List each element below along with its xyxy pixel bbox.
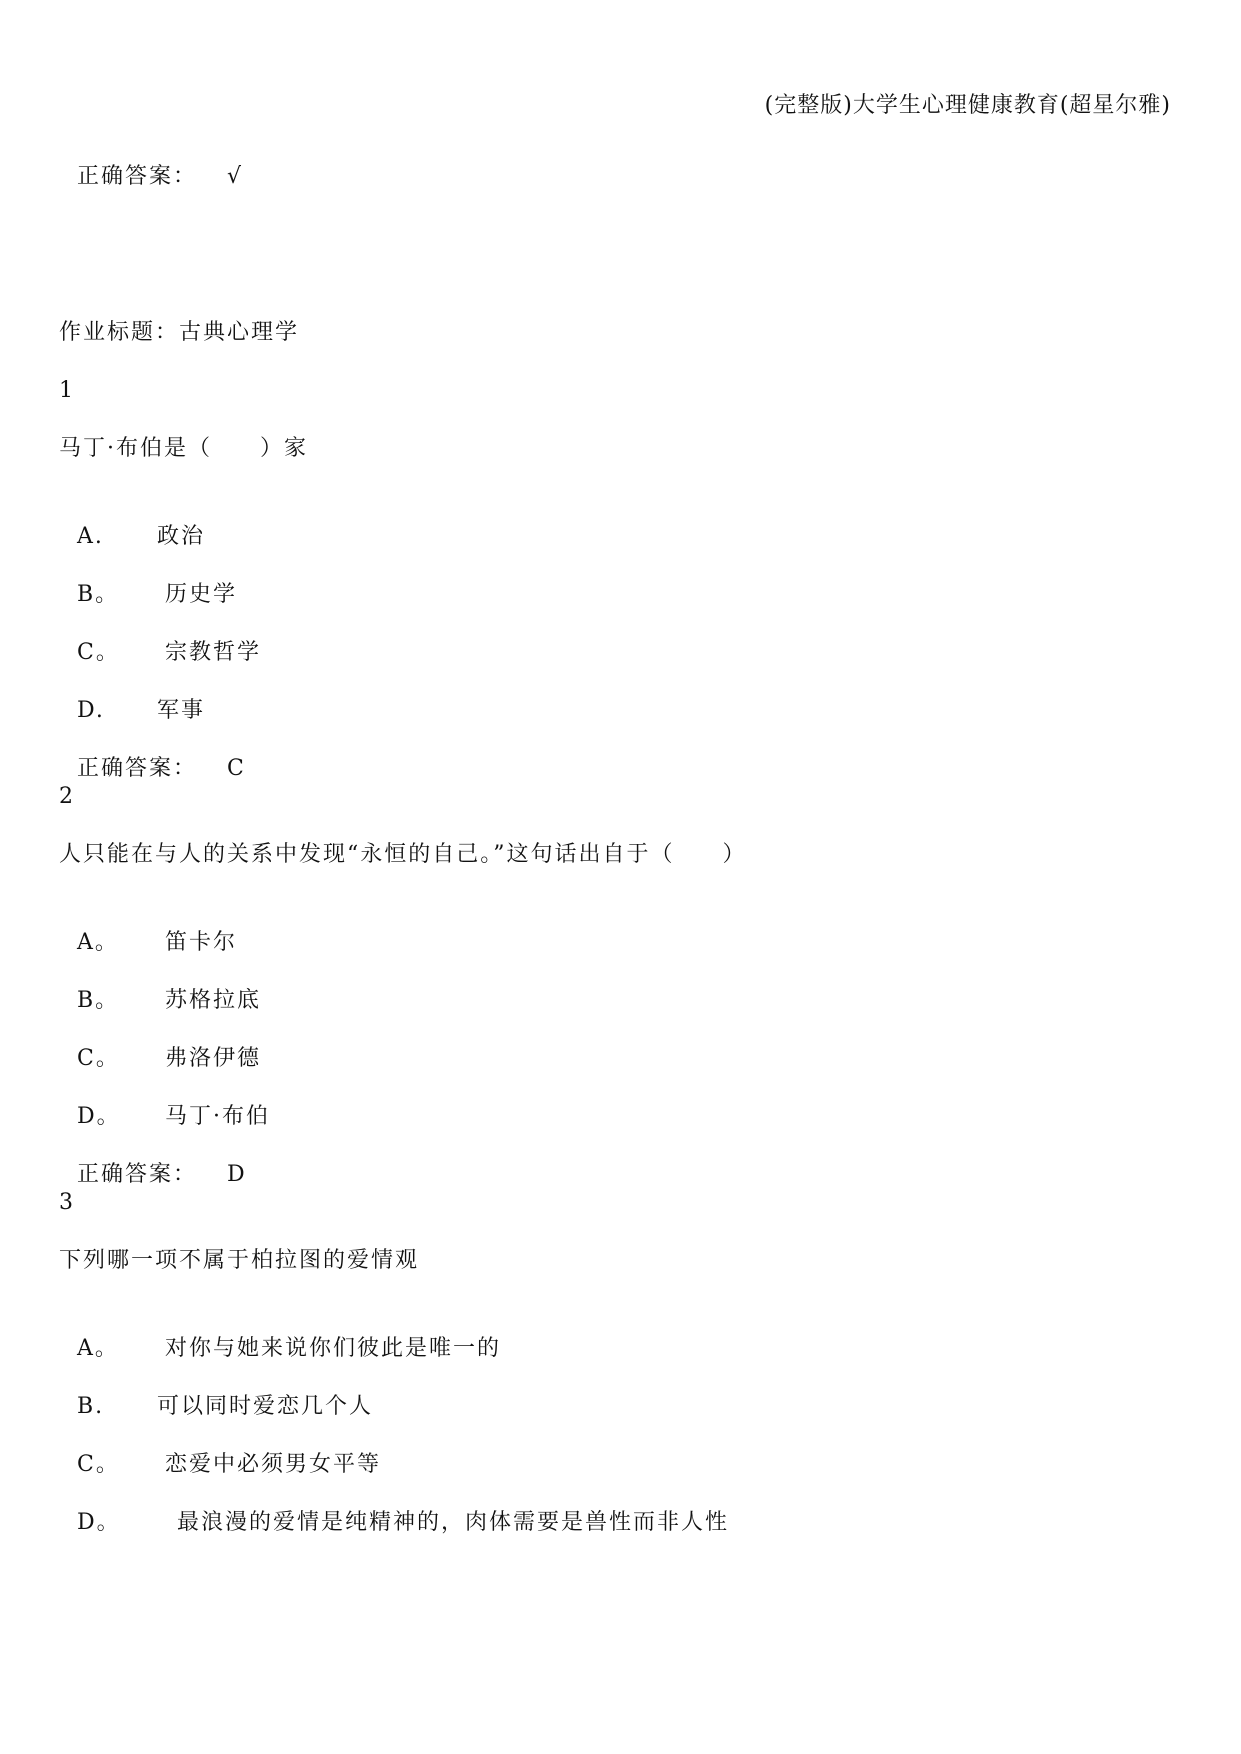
- option-row[interactable]: [59, 666, 205, 726]
- option-row[interactable]: [59, 550, 237, 610]
- option-text: 恋爱中必须男女平等: [165, 1452, 382, 1477]
- option-text: 政治: [157, 524, 206, 549]
- answer-value: D: [227, 1162, 247, 1187]
- answer-value: C: [227, 756, 246, 781]
- option-text: 可以同时爱恋几个人: [157, 1394, 374, 1419]
- option-letter: B.: [77, 1394, 105, 1419]
- page-header: (完整版)大学生心理健康教育(超星尔雅): [764, 93, 1171, 118]
- option-row[interactable]: [59, 1478, 729, 1538]
- option-row[interactable]: [59, 492, 205, 552]
- option-row[interactable]: [59, 1362, 373, 1422]
- answer-label: 正确答案：: [77, 756, 198, 781]
- option-letter: C。: [77, 640, 120, 665]
- top-answer-row: [59, 132, 243, 192]
- option-letter: C。: [77, 1452, 120, 1477]
- option-text: 宗教哲学: [165, 640, 262, 665]
- option-letter: D.: [77, 698, 105, 723]
- option-text: 弗洛伊德: [165, 1046, 262, 1071]
- answer-label: 正确答案：: [77, 1162, 198, 1187]
- option-row[interactable]: [59, 1304, 501, 1364]
- option-text: 对你与她来说你们彼此是唯一的: [165, 1336, 502, 1361]
- question-number: 3: [59, 1190, 75, 1215]
- option-letter: D。: [77, 1104, 121, 1129]
- option-row[interactable]: [59, 608, 261, 668]
- option-text: 马丁·布伯: [165, 1104, 270, 1129]
- option-letter: C。: [77, 1046, 120, 1071]
- option-text: 苏格拉底: [165, 988, 262, 1013]
- option-row[interactable]: [59, 956, 261, 1016]
- option-letter: A。: [77, 1336, 119, 1361]
- question-text: 马丁·布伯是（ ）家: [59, 436, 308, 461]
- question-number: 1: [59, 378, 75, 403]
- option-text: 历史学: [165, 582, 238, 607]
- option-letter: D。: [77, 1510, 121, 1535]
- answer-label: 正确答案：: [77, 164, 198, 189]
- assignment-title: 作业标题：古典心理学: [59, 320, 300, 345]
- answer-row: [59, 724, 246, 784]
- option-text: 最浪漫的爱情是纯精神的，肉体需要是兽性而非人性: [177, 1510, 730, 1535]
- option-row[interactable]: [59, 898, 237, 958]
- option-row[interactable]: [59, 1072, 270, 1132]
- option-text: 笛卡尔: [165, 930, 238, 955]
- question-number: 2: [59, 784, 75, 809]
- option-letter: B。: [77, 582, 120, 607]
- question-text: 人只能在与人的关系中发现“永恒的自己。”这句话出自于（ ）: [59, 842, 747, 867]
- option-letter: B。: [77, 988, 120, 1013]
- question-text: 下列哪一项不属于柏拉图的爱情观: [59, 1248, 420, 1273]
- option-row[interactable]: [59, 1014, 261, 1074]
- option-letter: A。: [77, 930, 119, 955]
- answer-row: [59, 1130, 247, 1190]
- option-text: 军事: [157, 698, 206, 723]
- option-letter: A.: [77, 524, 104, 549]
- option-row[interactable]: [59, 1420, 381, 1480]
- answer-value: √: [227, 164, 244, 189]
